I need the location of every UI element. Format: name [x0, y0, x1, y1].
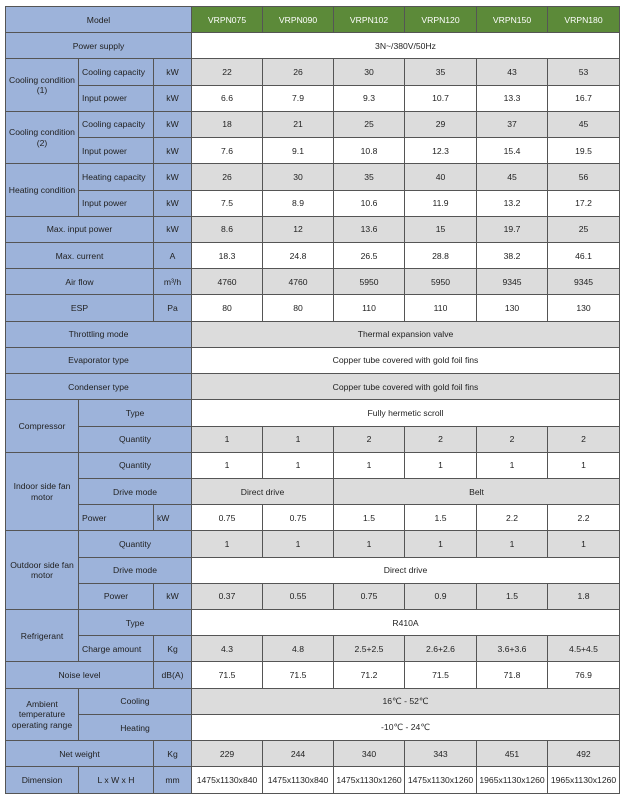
value-cell: 71.8 [477, 662, 548, 688]
value-cell: 5950 [334, 269, 405, 295]
value-cell: 19.7 [477, 216, 548, 242]
compressor-type-row [6, 400, 620, 426]
outdoor-power-row [6, 583, 620, 609]
value-cell: 492 [548, 741, 620, 767]
value-cell: 53 [548, 59, 620, 85]
value-cell: 5950 [405, 269, 477, 295]
power-label: Power [79, 505, 154, 531]
unit-cell: A [154, 242, 192, 268]
value-cell: 4760 [263, 269, 334, 295]
value-cell: 1 [548, 452, 620, 478]
value-cell: 12.3 [405, 138, 477, 164]
outdoor-drive-row [6, 557, 620, 583]
compressor-label: Compressor [6, 400, 79, 452]
max-input-power-row [6, 216, 620, 242]
model-cell: VRPN075 [192, 7, 263, 33]
value-cell: 12 [263, 216, 334, 242]
value-cell: 10.6 [334, 190, 405, 216]
value-cell: 11.9 [405, 190, 477, 216]
ambient-cooling-value: 16℃ - 52℃ [192, 688, 620, 714]
value-cell: 0.75 [334, 583, 405, 609]
value-cell: 26 [263, 59, 334, 85]
value-cell: 18.3 [192, 242, 263, 268]
value-cell: 30 [263, 164, 334, 190]
value-cell: 8.6 [192, 216, 263, 242]
heating-capacity-row [6, 164, 620, 190]
value-cell: 7.6 [192, 138, 263, 164]
value-cell: 451 [477, 741, 548, 767]
charge-amount-label: Charge amount [79, 636, 154, 662]
cooling-capacity-label: Cooling capacity [79, 111, 154, 137]
unit-cell: mm [154, 767, 192, 794]
value-cell: 15 [405, 216, 477, 242]
value-cell: 43 [477, 59, 548, 85]
unit-cell: kW [154, 138, 192, 164]
value-cell: 1965x1130x1260 [477, 767, 548, 794]
value-cell: 2 [334, 426, 405, 452]
value-cell: 71.2 [334, 662, 405, 688]
value-cell: 24.8 [263, 242, 334, 268]
value-cell: 7.5 [192, 190, 263, 216]
throttling-mode-value: Thermal expansion valve [192, 321, 620, 347]
heating-condition-label: Heating condition [6, 164, 79, 216]
value-cell: 2.6+2.6 [405, 636, 477, 662]
cooling2-input-row [6, 138, 620, 164]
air-flow-row [6, 269, 620, 295]
value-cell: 1 [334, 452, 405, 478]
model-cell: VRPN150 [477, 7, 548, 33]
input-power-label: Input power [79, 138, 154, 164]
value-cell: 35 [334, 164, 405, 190]
unit-cell: kW [154, 85, 192, 111]
value-cell: 18 [192, 111, 263, 137]
value-cell: 1475x1130x1260 [405, 767, 477, 794]
value-cell: 1 [263, 531, 334, 557]
value-cell: 71.5 [405, 662, 477, 688]
value-cell: 29 [405, 111, 477, 137]
lxwxh-label: L x W x H [79, 767, 154, 794]
model-cell: VRPN180 [548, 7, 620, 33]
unit-cell: kW [154, 59, 192, 85]
quantity-label: Quantity [79, 426, 192, 452]
drive-mode-label: Drive mode [79, 478, 192, 504]
cooling-condition-1-label: Cooling condition (1) [6, 59, 79, 111]
value-cell: 8.9 [263, 190, 334, 216]
value-cell: 1 [477, 531, 548, 557]
value-cell: 9.3 [334, 85, 405, 111]
indoor-fan-motor-label: Indoor side fan motor [6, 452, 79, 531]
dimension-label: Dimension [6, 767, 79, 794]
heating-capacity-label: Heating capacity [79, 164, 154, 190]
cooling2-capacity-row [6, 111, 620, 137]
model-cell: VRPN090 [263, 7, 334, 33]
value-cell: 45 [477, 164, 548, 190]
unit-cell: kW [154, 164, 192, 190]
value-cell: 1 [405, 452, 477, 478]
value-cell: 19.5 [548, 138, 620, 164]
unit-cell: kW [154, 583, 192, 609]
ambient-range-label: Ambient temperature operating range [6, 688, 79, 740]
outdoor-drive-value: Direct drive [192, 557, 620, 583]
input-power-label: Input power [79, 190, 154, 216]
value-cell: 110 [405, 295, 477, 321]
indoor-quantity-row [6, 452, 620, 478]
value-cell: 1 [548, 531, 620, 557]
value-cell: 6.6 [192, 85, 263, 111]
model-label: Model [6, 7, 192, 33]
ambient-cooling-row [6, 688, 620, 714]
value-cell: 0.37 [192, 583, 263, 609]
unit-cell: Pa [154, 295, 192, 321]
value-cell: 1 [405, 531, 477, 557]
cooling-capacity-label: Cooling capacity [79, 59, 154, 85]
value-cell: 80 [192, 295, 263, 321]
value-cell: 22 [192, 59, 263, 85]
indoor-drive-row [6, 478, 620, 504]
unit-cell: kW [154, 505, 192, 531]
unit-cell: Kg [154, 636, 192, 662]
unit-cell: kW [154, 190, 192, 216]
value-cell: 37 [477, 111, 548, 137]
value-cell: 28.8 [405, 242, 477, 268]
value-cell: 9345 [548, 269, 620, 295]
value-cell: 1.8 [548, 583, 620, 609]
value-cell: 76.9 [548, 662, 620, 688]
value-cell: 46.1 [548, 242, 620, 268]
cooling-label: Cooling [79, 688, 192, 714]
model-cell: VRPN102 [334, 7, 405, 33]
value-cell: 1 [334, 531, 405, 557]
value-cell: 1 [263, 426, 334, 452]
power-label: Power [79, 583, 154, 609]
value-cell: 1 [477, 452, 548, 478]
value-cell: 71.5 [263, 662, 334, 688]
outdoor-fan-motor-label: Outdoor side fan motor [6, 531, 79, 610]
unit-cell: kW [154, 111, 192, 137]
value-cell: 1475x1130x840 [263, 767, 334, 794]
indoor-drive-belt-value: Belt [334, 478, 620, 504]
evaporator-type-row [6, 347, 620, 373]
cooling1-input-row [6, 85, 620, 111]
value-cell: 56 [548, 164, 620, 190]
esp-label: ESP [6, 295, 154, 321]
value-cell: 1.5 [405, 505, 477, 531]
value-cell: 17.2 [548, 190, 620, 216]
value-cell: 7.9 [263, 85, 334, 111]
value-cell: 2.2 [548, 505, 620, 531]
charge-amount-row [6, 636, 620, 662]
quantity-label: Quantity [79, 452, 192, 478]
value-cell: 71.5 [192, 662, 263, 688]
value-cell: 340 [334, 741, 405, 767]
condenser-type-value: Copper tube covered with gold foil fins [192, 374, 620, 400]
value-cell: 38.2 [477, 242, 548, 268]
model-cell: VRPN120 [405, 7, 477, 33]
value-cell: 4.8 [263, 636, 334, 662]
power-supply-row [6, 33, 620, 59]
cooling-condition-2-label: Cooling condition (2) [6, 111, 79, 163]
value-cell: 4760 [192, 269, 263, 295]
unit-cell: m³/h [154, 269, 192, 295]
value-cell: 16.7 [548, 85, 620, 111]
condenser-type-label: Condenser type [6, 374, 192, 400]
value-cell: 40 [405, 164, 477, 190]
value-cell: 9.1 [263, 138, 334, 164]
value-cell: 2.2 [477, 505, 548, 531]
unit-cell: kW [154, 216, 192, 242]
unit-cell: dB(A) [154, 662, 192, 688]
cooling1-capacity-row [6, 59, 620, 85]
value-cell: 26.5 [334, 242, 405, 268]
type-label: Type [79, 610, 192, 636]
value-cell: 80 [263, 295, 334, 321]
value-cell: 13.2 [477, 190, 548, 216]
noise-level-label: Noise level [6, 662, 154, 688]
spec-table [5, 6, 620, 794]
type-label: Type [79, 400, 192, 426]
ambient-heating-row [6, 714, 620, 740]
value-cell: 1 [192, 452, 263, 478]
value-cell: 0.55 [263, 583, 334, 609]
heating-input-row [6, 190, 620, 216]
value-cell: 2.5+2.5 [334, 636, 405, 662]
value-cell: 35 [405, 59, 477, 85]
throttling-mode-row [6, 321, 620, 347]
ambient-heating-value: -10℃ - 24℃ [192, 714, 620, 740]
unit-cell: Kg [154, 741, 192, 767]
refrigerant-type-row [6, 610, 620, 636]
compressor-quantity-row [6, 426, 620, 452]
value-cell: 1475x1130x840 [192, 767, 263, 794]
refrigerant-type-value: R410A [192, 610, 620, 636]
quantity-label: Quantity [79, 531, 192, 557]
value-cell: 1965x1130x1260 [548, 767, 620, 794]
value-cell: 4.5+4.5 [548, 636, 620, 662]
value-cell: 0.75 [192, 505, 263, 531]
value-cell: 244 [263, 741, 334, 767]
evaporator-type-label: Evaporator type [6, 347, 192, 373]
value-cell: 130 [477, 295, 548, 321]
esp-row [6, 295, 620, 321]
throttling-mode-label: Throttling mode [6, 321, 192, 347]
value-cell: 2 [477, 426, 548, 452]
noise-level-row [6, 662, 620, 688]
value-cell: 4.3 [192, 636, 263, 662]
value-cell: 1475x1130x1260 [334, 767, 405, 794]
value-cell: 15.4 [477, 138, 548, 164]
indoor-power-row [6, 505, 620, 531]
value-cell: 26 [192, 164, 263, 190]
refrigerant-label: Refrigerant [6, 610, 79, 662]
outdoor-quantity-row [6, 531, 620, 557]
value-cell: 110 [334, 295, 405, 321]
value-cell: 25 [334, 111, 405, 137]
heating-label: Heating [79, 714, 192, 740]
value-cell: 21 [263, 111, 334, 137]
value-cell: 1.5 [334, 505, 405, 531]
value-cell: 3.6+3.6 [477, 636, 548, 662]
evaporator-type-value: Copper tube covered with gold foil fins [192, 347, 620, 373]
value-cell: 13.3 [477, 85, 548, 111]
dimension-row [6, 767, 620, 794]
value-cell: 1 [192, 426, 263, 452]
net-weight-row [6, 741, 620, 767]
net-weight-label: Net weight [6, 741, 154, 767]
value-cell: 2 [405, 426, 477, 452]
value-cell: 10.8 [334, 138, 405, 164]
value-cell: 9345 [477, 269, 548, 295]
value-cell: 2 [548, 426, 620, 452]
value-cell: 45 [548, 111, 620, 137]
value-cell: 0.75 [263, 505, 334, 531]
value-cell: 1 [263, 452, 334, 478]
value-cell: 25 [548, 216, 620, 242]
value-cell: 1 [192, 531, 263, 557]
value-cell: 343 [405, 741, 477, 767]
air-flow-label: Air flow [6, 269, 154, 295]
value-cell: 1.5 [477, 583, 548, 609]
input-power-label: Input power [79, 85, 154, 111]
value-cell: 30 [334, 59, 405, 85]
value-cell: 13.6 [334, 216, 405, 242]
max-current-label: Max. current [6, 242, 154, 268]
compressor-type-value: Fully hermetic scroll [192, 400, 620, 426]
power-supply-value: 3N~/380V/50Hz [192, 33, 620, 59]
model-row [6, 7, 620, 33]
max-input-power-label: Max. input power [6, 216, 154, 242]
indoor-drive-direct-value: Direct drive [192, 478, 334, 504]
value-cell: 10.7 [405, 85, 477, 111]
condenser-type-row [6, 374, 620, 400]
value-cell: 130 [548, 295, 620, 321]
power-supply-label: Power supply [6, 33, 192, 59]
value-cell: 0.9 [405, 583, 477, 609]
drive-mode-label: Drive mode [79, 557, 192, 583]
max-current-row [6, 242, 620, 268]
value-cell: 229 [192, 741, 263, 767]
